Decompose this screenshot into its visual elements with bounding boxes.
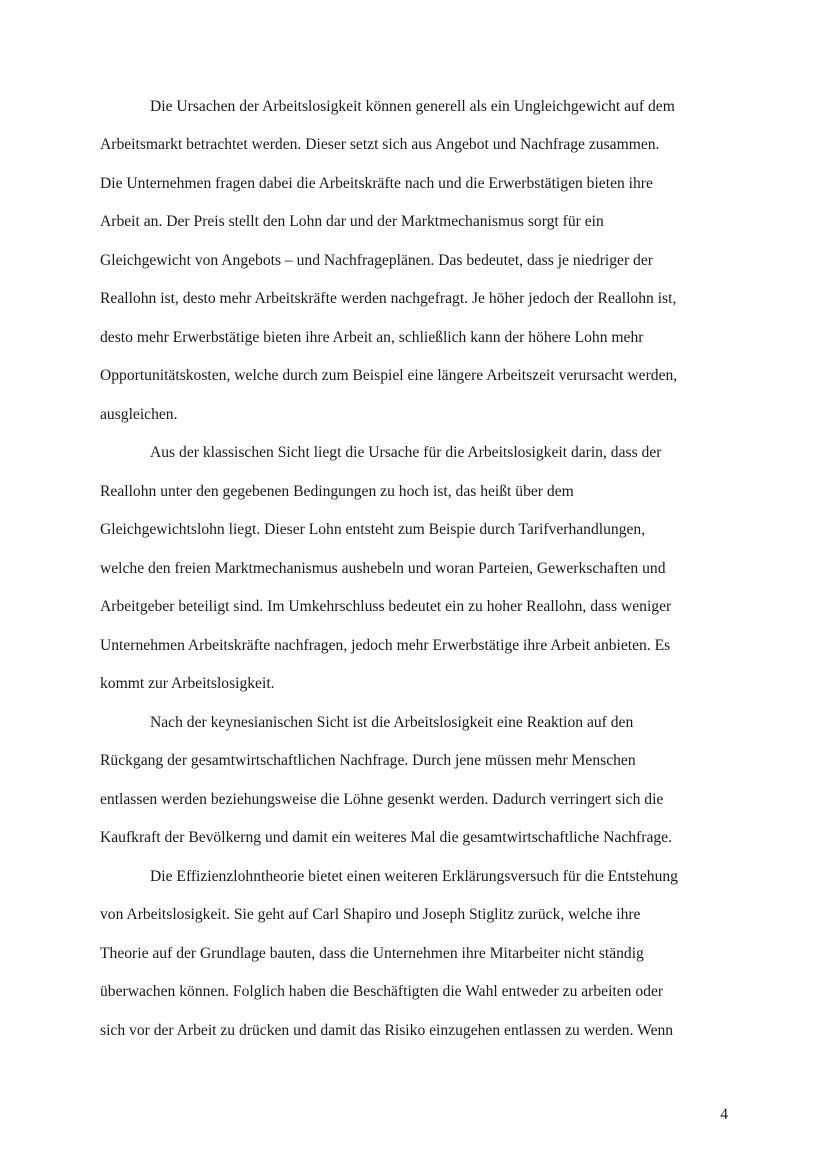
text-line: sich vor der Arbeit zu drücken und damit das Risiko einzugehen entlassen zu werden. Wenn [100, 1022, 674, 1039]
text-line: Kaufkraft der Bevölkerng und damit ein weiteres Mal die gesamtwirtschaftliche Nachfrage. [100, 829, 672, 846]
text-line: ausgleichen. [100, 406, 178, 423]
text-line: entlassen werden beziehungsweise die Löhne gesenkt werden. Dadurch verringert sich die [100, 791, 664, 808]
text-line: Arbeit an. Der Preis stellt den Lohn dar und der Marktmechanismus sorgt für ein [100, 213, 604, 230]
text-line: Reallohn ist, desto mehr Arbeitskräfte werden nachgefragt. Je höher jedoch der Reallohn ist, [100, 290, 677, 307]
text-line: Aus der klassischen Sicht liegt die Ursache für die Arbeitslosigkeit darin, dass der [150, 444, 662, 461]
page-number: 4 [720, 1106, 728, 1123]
text-line: Opportunitätskosten, welche durch zum Beispiel eine längere Arbeitszeit verursacht werden, [100, 367, 678, 384]
text-line: Theorie auf der Grundlage bauten, dass die Unternehmen ihre Mitarbeiter nicht ständig [100, 945, 644, 962]
text-line: Arbeitgeber beteiligt sind. Im Umkehrschluss bedeutet ein zu hoher Reallohn, dass weniger [100, 598, 672, 615]
text-line: Unternehmen Arbeitskräfte nachfragen, jedoch mehr Erwerbstätige ihre Arbeit anbieten. Es [100, 637, 671, 654]
text-line: überwachen können. Folglich haben die Beschäftigten die Wahl entweder zu arbeiten oder [100, 983, 664, 1000]
text-line: Rückgang der gesamtwirtschaftlichen Nachfrage. Durch jene müssen mehr Menschen [100, 752, 636, 769]
text-line: welche den freien Marktmechanismus aushebeln und woran Parteien, Gewerkschaften und [100, 560, 666, 577]
text-line: Nach der keynesianischen Sicht ist die Arbeitslosigkeit eine Reaktion auf den [150, 714, 634, 731]
text-line: Reallohn unter den gegebenen Bedingungen zu hoch ist, das heißt über dem [100, 483, 574, 500]
text-line: Gleichgewicht von Angebots – und Nachfrageplänen. Das bedeutet, dass je niedriger der [100, 252, 653, 269]
text-line: kommt zur Arbeitslosigkeit. [100, 675, 275, 692]
text-line: Arbeitsmarkt betrachtet werden. Dieser setzt sich aus Angebot und Nachfrage zusammen. [100, 136, 660, 153]
text-line: Die Ursachen der Arbeitslosigkeit können generell als ein Ungleichgewicht auf dem [150, 98, 675, 115]
text-line: Gleichgewichtslohn liegt. Dieser Lohn entsteht zum Beispie durch Tarifverhandlungen, [100, 521, 646, 538]
text-line: Die Unternehmen fragen dabei die Arbeitskräfte nach und die Erwerbstätigen bieten ihre [100, 175, 653, 192]
text-line: desto mehr Erwerbstätige bieten ihre Arbeit an, schließlich kann der höhere Lohn mehr [100, 329, 644, 346]
text-line: Die Effizienzlohntheorie bietet einen weiteren Erklärungsversuch für die Entstehung [150, 868, 678, 885]
text-line: von Arbeitslosigkeit. Sie geht auf Carl Shapiro und Joseph Stiglitz zurück, welche ihre [100, 906, 641, 923]
